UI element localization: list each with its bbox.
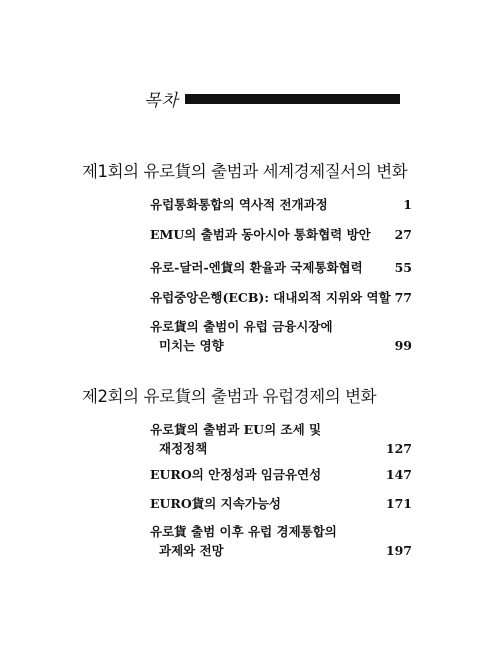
entry-title: 유럽통화통합의 역사적 전개과정 <box>150 197 328 212</box>
entry-title: EURO의 안정성과 임금유연성 <box>150 467 322 482</box>
entry-title-continued: 과제와 전망 <box>159 543 224 558</box>
toc-entry[interactable] <box>150 195 412 214</box>
entry-title: 유럽중앙은행(ECB): 대내외적 지위와 역할 <box>150 290 391 305</box>
page-number: 127 <box>385 441 412 456</box>
toc-entry[interactable] <box>150 288 412 307</box>
entry-title-continued: 재정정책 <box>159 441 208 456</box>
page-number: 27 <box>394 227 412 242</box>
toc-entry[interactable] <box>150 494 412 513</box>
toc-entry[interactable] <box>150 317 412 355</box>
entry-title-continued: 미치는 영향 <box>159 338 224 353</box>
toc-entry[interactable] <box>150 258 412 277</box>
toc-entry[interactable] <box>150 225 412 244</box>
page-number: 55 <box>394 260 412 275</box>
toc-header <box>144 86 400 111</box>
page-number: 197 <box>385 543 412 558</box>
entry-title: EURO貨의 지속가능성 <box>150 496 282 511</box>
page-number: 99 <box>394 338 412 353</box>
title-rule <box>185 94 400 104</box>
entry-title: 유로貨 출범 이후 유럽 경제통합의 <box>150 524 337 539</box>
toc-title: 목차 <box>144 91 179 111</box>
page-number: 171 <box>385 496 412 511</box>
section-title: 제1회의 유로貨의 출범과 세계경제질서의 변화 <box>82 162 408 181</box>
entry-title: EMU의 출범과 동아시아 통화협력 방안 <box>150 227 371 242</box>
entry-title: 유로貨의 출범이 유럽 금융시장에 <box>150 319 333 334</box>
page-number: 77 <box>394 290 412 305</box>
toc-entry[interactable] <box>150 522 412 560</box>
entry-title: 유로-달러-엔貨의 환율과 국제통화협력 <box>150 260 363 275</box>
page-number: 1 <box>403 197 412 212</box>
entry-title: 유로貨의 출범과 EU의 조세 및 <box>150 422 322 437</box>
section-title: 제2회의 유로貨의 출범과 유럽경제의 변화 <box>82 387 377 406</box>
page-number: 147 <box>385 467 412 482</box>
toc-entry[interactable] <box>150 465 412 484</box>
toc-entry[interactable] <box>150 420 412 458</box>
